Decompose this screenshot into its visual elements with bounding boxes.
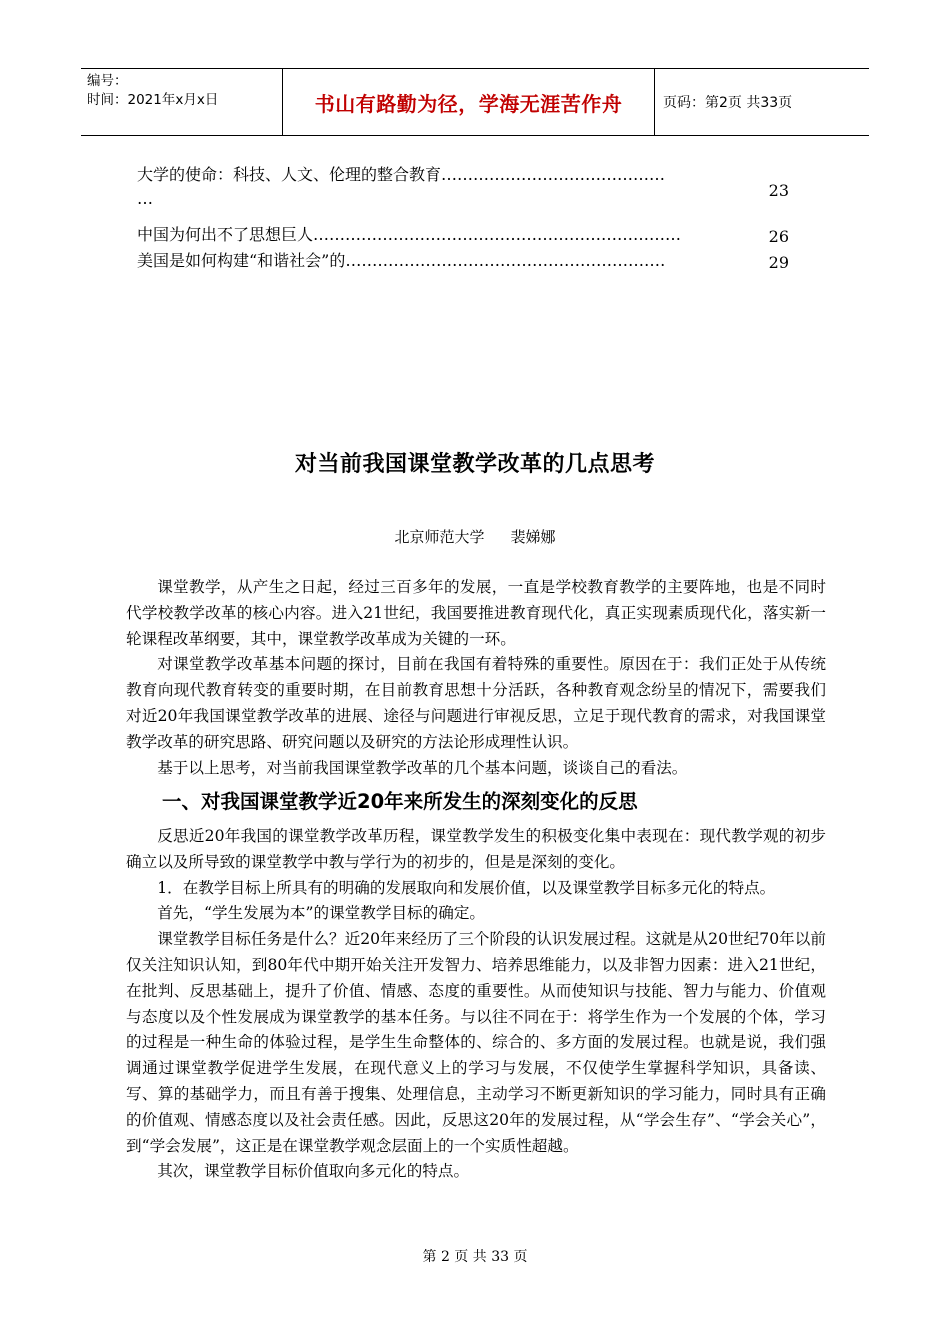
page-footer: 第 2 页 共 33 页 — [422, 1249, 528, 1265]
paragraph: 反思近20年我国的课堂教学改革历程，课堂教学发生的积极变化集中表现在：现代教学观的初步确立以及所导致的课堂教学中教与学行为的初步的，但是是深刻的变化。 — [126, 827, 826, 871]
header-table — [81, 68, 869, 136]
author-line — [0, 526, 950, 547]
author-affiliation: 北京师范大学 — [394, 528, 485, 546]
intro-body — [126, 575, 826, 781]
paragraph: 基于以上思考，对当前我国课堂教学改革的几个基本问题，谈谈自己的看法。 — [157, 758, 688, 777]
toc-entry-page: 23 — [768, 181, 789, 200]
toc-entry[interactable] — [137, 249, 797, 279]
paragraph: 其次，课堂教学目标价值取向多元化的特点。 — [157, 1162, 470, 1181]
section-heading: 一、对我国课堂教学近20年来所发生的深刻变化的反思 — [162, 790, 638, 813]
paragraph: 对课堂教学改革基本问题的探讨，目前在我国有着特殊的重要性。原因在于：我们正处于从传统教育向现代教育转变的重要时期，在目前教育思想十分活跃，各种教育观念纷呈的情况下，需要我们对近20年我国课堂教学改革的进展、途径与问题进行审视反思，立足于现代教育的需求，对我国课堂教学改革的研究思路、研究问题以及研究的方法论形成理性认识。 — [126, 655, 826, 751]
code-label: 编号： — [87, 73, 128, 89]
article-title: 对当前我国课堂教学改革的几点思考 — [294, 452, 655, 477]
paragraph: 课堂教学目标任务是什么？近20年来经历了三个阶段的认识发展过程。这就是从20世纪70年以前仅关注知识认知，到80年代中期开始关注开发智力、培养思维能力，以及非智力因素：进入21世纪，在批判、反思基础上，提升了价值、情感、态度的重要性。从而使知识与技能、智力与能力、价值观与态度以及个性发展成为课堂教学的基本任务。与以往不同在于：将学生作为一个发展的个体，学习的过程是一种生命的体验过程，是学生生命整体的、综合的、多方面的发展过程。也就是说，我们强调通过课堂教学促进学生发展，在现代意义上的学习与发展，不仅使学生掌握科学知识，具备读、写、算的基础学力，而且有善于搜集、处理信息，主动学习不断更新知识的学习能力，同时具有正确的价值观、情感态度以及社会责任感。因此，反思这20年的发展过程，从“学会生存”、“学会关心”，到“学会发展”，这正是在课堂教学观念层面上的一个实质性超越。 — [126, 930, 826, 1155]
paragraph: 1．在教学目标上所具有的明确的发展取向和发展价值，以及课堂教学目标多元化的特点。 — [157, 878, 776, 897]
header-meta-cell — [81, 69, 282, 135]
header-motto: 书山有路勤为径，学海无涯苦作舟 — [282, 69, 655, 135]
section-body — [126, 824, 826, 1185]
toc-entry-title[interactable]: 大学的使命：科技、人文、伦理的整合教育…………………………………… — [137, 165, 666, 184]
toc-entry-continuation: … — [137, 189, 153, 208]
toc-entry-title[interactable]: 中国为何出不了思想巨人…………………………………………………………… — [137, 225, 682, 244]
date-label: 时间：2021年x月x日 — [87, 92, 219, 108]
table-of-contents — [137, 163, 797, 279]
toc-entry-page: 29 — [768, 253, 789, 272]
toc-entry-page: 26 — [768, 227, 789, 246]
author-name: 裴娣娜 — [510, 528, 556, 546]
toc-entry[interactable] — [137, 163, 797, 213]
toc-entry-title[interactable]: 美国是如何构建“和谐社会”的…………………………………………………… — [137, 251, 666, 270]
paragraph: 课堂教学，从产生之日起，经过三百多年的发展，一直是学校教育教学的主要阵地，也是不同时代学校教学改革的核心内容。进入21世纪，我国要推进教育现代化，真正实现素质现代化，落实新一轮课程改革纲要，其中，课堂教学改革成为关键的一环。 — [126, 578, 826, 648]
paragraph: 首先，“学生发展为本”的课堂教学目标的确定。 — [157, 904, 486, 923]
header-page-info: 页码：第2页 共33页 — [663, 95, 793, 111]
